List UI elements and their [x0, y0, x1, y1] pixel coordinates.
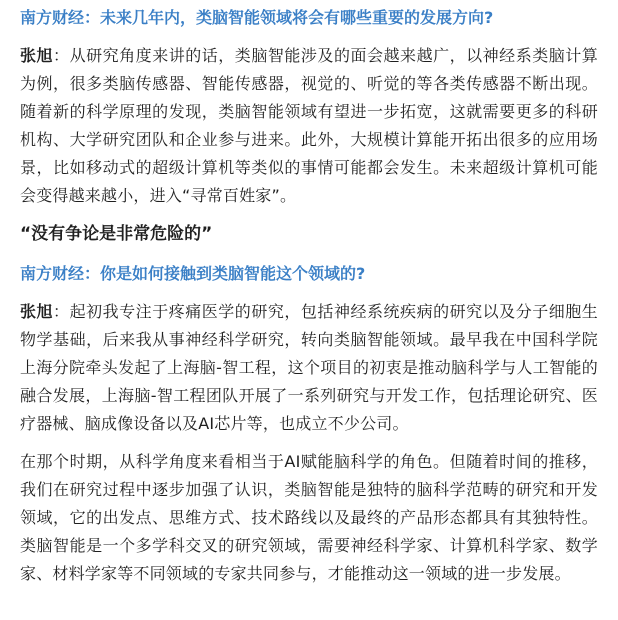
question-1: 南方财经：未来几年内，类脑智能领域将会有哪些重要的发展方向? — [20, 8, 494, 27]
question-2: 南方财经：你是如何接触到类脑智能这个领域的? — [20, 264, 366, 283]
section-title: “没有争论是非常危险的” — [20, 224, 213, 244]
answer-2 — [20, 298, 598, 438]
speaker-separator: ： — [53, 46, 70, 65]
speaker-name: 张旭 — [20, 302, 54, 321]
speaker-separator: ： — [53, 302, 70, 321]
answer-2-text: 起初我专注于疼痛医学的研究，包括神经系统疾病的研究以及分子细胞生物学基础，后来我从事神经科学研究，转向类脑智能领域。最早我在中国科学院上海分院牵头发起了上海脑-智工程，这个项目的初衷是推动脑科学与人工智能的融合发展，上海脑-智工程团队开展了一系列研究与开发工作，包括理论研究、医疗器械、脑成像设备以及AI芯片等，也成立不少公司。 — [20, 302, 598, 433]
paragraph-3: 在那个时期，从科学角度来看相当于AI赋能脑科学的角色。但随着时间的推移，我们在研究过程中逐步加强了认识，类脑智能是独特的脑科学范畴的研究和开发领域，它的出发点、思维方式、技术路线以及最终的产品形态都具有其独特性。类脑智能是一个多学科交叉的研究领域，需要神经科学家、计算机科学家、数学家、材料学家等不同领域的专家共同参与，才能推动这一领域的进一步发展。 — [20, 452, 598, 583]
answer-1 — [20, 42, 598, 210]
answer-1-text: 从研究角度来讲的话，类脑智能涉及的面会越来越广，以神经系类脑计算为例，很多类脑传感器、智能传感器，视觉的、听觉的等各类传感器不断出现。随着新的科学原理的发现，类脑智能领域有望进一步拓宽，这就需要更多的科研机构、大学研究团队和企业参与进来。此外，大规模计算能开拓出很多的应用场景，比如移动式的超级计算机等类似的事情可能都会发生。未来超级计算机可能会变得越来越小，进入“寻常百姓家”。 — [20, 46, 598, 205]
speaker-name: 张旭 — [20, 46, 54, 65]
